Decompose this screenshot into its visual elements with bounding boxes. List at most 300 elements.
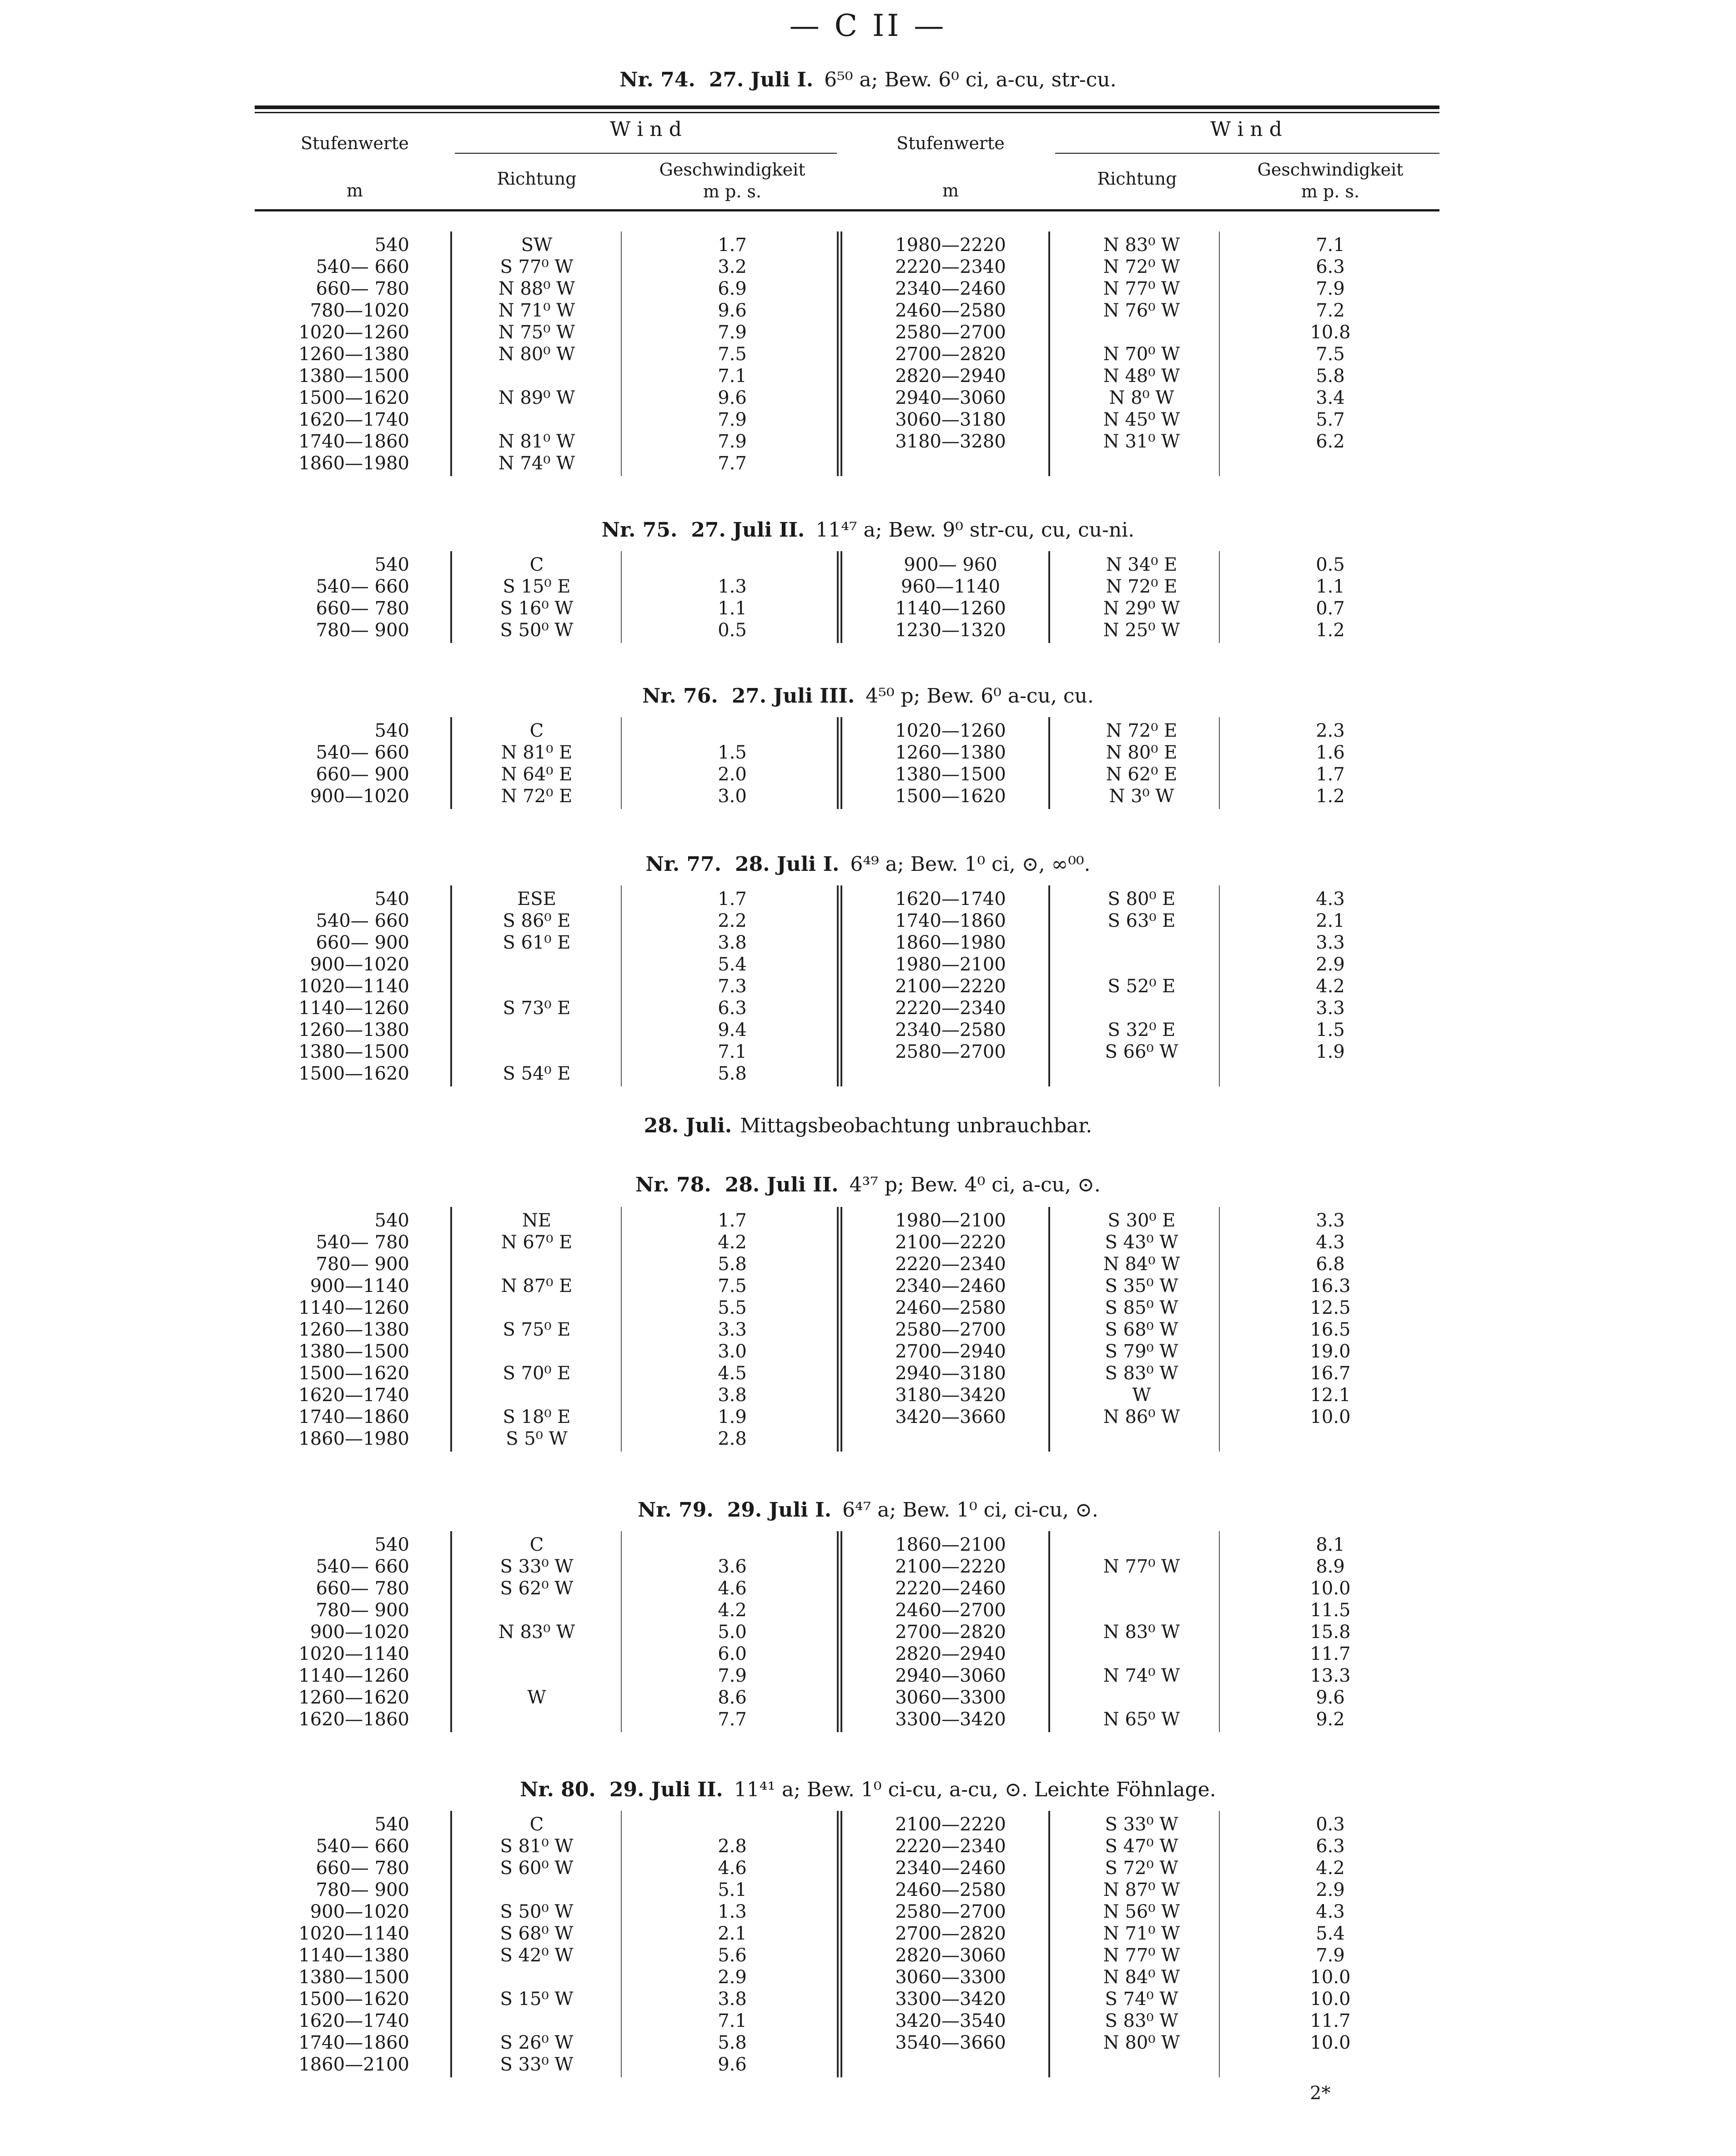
- geschwindigkeit-cell-right: 1.9: [1316, 1041, 1345, 1062]
- geschwindigkeit-cell-right: 12.5: [1310, 1297, 1351, 1318]
- richtung-cell: S 81⁰ W: [500, 1836, 574, 1857]
- stufenwerte-cell: 1260—1620: [298, 1687, 409, 1708]
- richtung-cell: S 50⁰ W: [500, 1901, 574, 1922]
- geschwindigkeit-cell: 3.0: [718, 1341, 747, 1362]
- geschwindigkeit-cell-right: 7.9: [1316, 278, 1345, 299]
- stufenwerte-cell-right: 960—1140: [901, 576, 1001, 597]
- geschwindigkeit-cell-right: 1.6: [1316, 742, 1345, 763]
- block-info: 4³⁷ p; Bew. 4⁰ ci, a-cu, ⊙.: [849, 1173, 1101, 1196]
- geschwindigkeit-cell-right: 5.4: [1316, 1923, 1345, 1944]
- stufenwerte-cell: 900—1020: [310, 954, 409, 975]
- geschwindigkeit-cell-right: 1.2: [1316, 786, 1345, 807]
- block-number: Nr. 80.: [520, 1778, 596, 1801]
- geschwindigkeit-cell: 0.5: [718, 620, 747, 641]
- richtung-cell-right: N 83⁰ W: [1103, 235, 1180, 256]
- geschwindigkeit-cell-right: 8.1: [1316, 1534, 1345, 1555]
- column-line-double: [837, 551, 842, 643]
- column-line-richtung-right: [1048, 551, 1050, 643]
- stufenwerte-cell: 1140—1380: [298, 1945, 409, 1966]
- richtung-cell-right: N 72⁰ E: [1106, 576, 1177, 597]
- geschwindigkeit-cell: 6.3: [718, 998, 747, 1019]
- richtung-cell-right: N 74⁰ W: [1103, 1665, 1180, 1686]
- richtung-cell: ESE: [517, 889, 556, 910]
- geschwindigkeit-cell: 1.1: [718, 598, 747, 619]
- stufenwerte-cell: 1740—1860: [298, 431, 409, 452]
- geschwindigkeit-cell-right: 3.3: [1316, 932, 1345, 953]
- geschwindigkeit-cell-right: 8.9: [1316, 1556, 1345, 1577]
- stufenwerte-cell: 660— 900: [316, 932, 409, 953]
- geschwindigkeit-cell: 7.5: [718, 1276, 747, 1297]
- stufenwerte-cell-right: 2460—2700: [895, 1600, 1006, 1621]
- stufenwerte-cell: 900—1020: [310, 786, 409, 807]
- column-line-geschwindigkeit: [621, 1531, 622, 1732]
- stufenwerte-cell-right: 2940—3060: [895, 1665, 1006, 1686]
- geschwindigkeit-cell: 7.9: [718, 1665, 747, 1686]
- block-date: 27. Juli I.: [709, 68, 814, 91]
- column-line-richtung: [450, 885, 452, 1086]
- geschwindigkeit-cell: 4.6: [718, 1858, 747, 1879]
- stufenwerte-cell-right: 2580—2700: [895, 1041, 1006, 1062]
- geschwindigkeit-cell-right: 2.1: [1316, 910, 1345, 931]
- stufenwerte-cell-right: 2220—2460: [895, 1578, 1006, 1599]
- block-title: [0, 684, 1736, 708]
- richtung-cell: C: [529, 554, 544, 575]
- richtung-cell: S 15⁰ W: [500, 1989, 574, 2010]
- richtung-cell-right: S 66⁰ W: [1105, 1041, 1178, 1062]
- stufenwerte-cell: 780— 900: [316, 1880, 409, 1900]
- block-info: 6⁴⁷ a; Bew. 1⁰ ci, ci-cu, ⊙.: [842, 1498, 1098, 1522]
- stufenwerte-cell: 1260—1380: [298, 344, 409, 365]
- stufenwerte-cell: 540— 660: [316, 576, 409, 597]
- column-line-richtung: [450, 1207, 452, 1452]
- geschwindigkeit-cell: 4.5: [718, 1363, 747, 1384]
- stufenwerte-cell-right: 3300—3420: [895, 1709, 1006, 1730]
- header-m-right: m: [942, 181, 959, 201]
- stufenwerte-cell: 660— 780: [316, 1858, 409, 1879]
- stufenwerte-cell-right: 2700—2940: [895, 1341, 1006, 1362]
- stufenwerte-cell: 540— 780: [316, 1232, 409, 1253]
- richtung-cell-right: N 83⁰ W: [1103, 1622, 1180, 1643]
- stufenwerte-cell-right: 2940—3180: [895, 1363, 1006, 1384]
- stufenwerte-cell-right: 1980—2100: [895, 1210, 1006, 1231]
- stufenwerte-cell-right: 3420—3540: [895, 2010, 1006, 2031]
- stufenwerte-cell-right: 2580—2700: [895, 322, 1006, 343]
- stufenwerte-cell: 780— 900: [316, 1254, 409, 1275]
- column-line-richtung: [450, 1811, 452, 2077]
- stufenwerte-cell-right: 2460—2580: [895, 1297, 1006, 1318]
- richtung-cell-right: N 56⁰ W: [1103, 1901, 1180, 1922]
- stufenwerte-cell-right: 2580—2700: [895, 1319, 1006, 1340]
- geschwindigkeit-cell-right: 0.7: [1316, 598, 1345, 619]
- block-title: [0, 1498, 1736, 1522]
- geschwindigkeit-cell: 2.1: [718, 1923, 747, 1944]
- richtung-cell: N 81⁰ E: [501, 742, 573, 763]
- stufenwerte-cell-right: 1380—1500: [895, 764, 1006, 785]
- stufenwerte-cell: 1500—1620: [298, 387, 409, 408]
- table-header-bottom-rule: [255, 209, 1439, 211]
- stufenwerte-cell-right: 2340—2580: [895, 1020, 1006, 1040]
- column-line-richtung-right: [1048, 717, 1050, 809]
- stufenwerte-cell: 1500—1620: [298, 1363, 409, 1384]
- geschwindigkeit-cell-right: 2.9: [1316, 1880, 1345, 1900]
- stufenwerte-cell-right: 2340—2460: [895, 1276, 1006, 1297]
- geschwindigkeit-cell: 7.5: [718, 344, 747, 365]
- richtung-cell: N 88⁰ W: [498, 278, 575, 299]
- stufenwerte-cell-right: 3060—3300: [895, 1967, 1006, 1988]
- richtung-cell-right: N 8⁰ W: [1109, 387, 1174, 408]
- richtung-cell: N 83⁰ W: [498, 1622, 575, 1643]
- geschwindigkeit-cell: 5.5: [718, 1297, 747, 1318]
- stufenwerte-cell-right: 2700—2820: [895, 1622, 1006, 1643]
- mid-note: [0, 1114, 1736, 1137]
- stufenwerte-cell-right: 1740—1860: [895, 910, 1006, 931]
- geschwindigkeit-cell-right: 10.0: [1310, 1967, 1351, 1988]
- stufenwerte-cell: 540: [374, 1210, 409, 1231]
- richtung-cell: S 68⁰ W: [500, 1923, 574, 1944]
- geschwindigkeit-cell: 5.0: [718, 1622, 747, 1643]
- geschwindigkeit-cell: 1.5: [718, 742, 747, 763]
- stufenwerte-cell-right: 3060—3180: [895, 409, 1006, 430]
- richtung-cell-right: N 70⁰ W: [1103, 344, 1180, 365]
- stufenwerte-cell-right: 3420—3660: [895, 1407, 1006, 1427]
- geschwindigkeit-cell: 1.7: [718, 1210, 747, 1231]
- stufenwerte-cell-right: 2340—2460: [895, 278, 1006, 299]
- geschwindigkeit-cell-right: 10.0: [1310, 1407, 1351, 1427]
- column-line-richtung-right: [1048, 1207, 1050, 1452]
- richtung-cell-right: S 33⁰ W: [1105, 1814, 1178, 1835]
- richtung-cell-right: N 80⁰ E: [1106, 742, 1177, 763]
- richtung-cell: S 77⁰ W: [500, 256, 574, 277]
- block-number: Nr. 78.: [635, 1173, 711, 1196]
- stufenwerte-cell: 540: [374, 1534, 409, 1555]
- header-mps-left: m p. s.: [703, 181, 762, 201]
- column-line-geschwindigkeit: [621, 885, 622, 1086]
- geschwindigkeit-cell-right: 9.2: [1316, 1709, 1345, 1730]
- richtung-cell: S 54⁰ E: [503, 1063, 571, 1084]
- block-info: 6⁵⁰ a; Bew. 6⁰ ci, a-cu, str-cu.: [824, 68, 1117, 91]
- stufenwerte-cell: 1740—1860: [298, 1407, 409, 1427]
- geschwindigkeit-cell: 4.2: [718, 1600, 747, 1621]
- stufenwerte-cell: 780— 900: [316, 620, 409, 641]
- column-line-double: [837, 1207, 842, 1452]
- richtung-cell-right: N 72⁰ W: [1103, 256, 1180, 277]
- geschwindigkeit-cell-right: 19.0: [1310, 1341, 1351, 1362]
- stufenwerte-cell-right: 3180—3280: [895, 431, 1006, 452]
- richtung-cell: S 50⁰ W: [500, 620, 574, 641]
- geschwindigkeit-cell: 7.9: [718, 409, 747, 430]
- geschwindigkeit-cell-right: 10.0: [1310, 1989, 1351, 2010]
- richtung-cell: N 72⁰ E: [501, 786, 573, 807]
- stufenwerte-cell: 540: [374, 720, 409, 741]
- richtung-cell-right: S 79⁰ W: [1105, 1341, 1178, 1362]
- geschwindigkeit-cell: 9.4: [718, 1020, 747, 1040]
- stufenwerte-cell-right: 2100—2220: [895, 1814, 1006, 1835]
- stufenwerte-cell: 900—1020: [310, 1622, 409, 1643]
- stufenwerte-cell: 540— 660: [316, 256, 409, 277]
- geschwindigkeit-cell-right: 2.3: [1316, 720, 1345, 741]
- stufenwerte-cell: 1380—1500: [298, 1341, 409, 1362]
- richtung-cell-right: N 77⁰ W: [1103, 1556, 1180, 1577]
- geschwindigkeit-cell: 3.8: [718, 1385, 747, 1406]
- geschwindigkeit-cell-right: 12.1: [1310, 1385, 1351, 1406]
- geschwindigkeit-cell: 6.0: [718, 1643, 747, 1664]
- stufenwerte-cell: 900—1020: [310, 1901, 409, 1922]
- header-richtung-left: Richtung: [497, 169, 577, 189]
- richtung-cell-right: N 45⁰ W: [1103, 409, 1180, 430]
- geschwindigkeit-cell: 4.6: [718, 1578, 747, 1599]
- stufenwerte-cell-right: 1980—2220: [895, 235, 1006, 256]
- header-wind-underline-right: [1055, 153, 1439, 154]
- stufenwerte-cell: 1860—2100: [298, 2054, 409, 2075]
- richtung-cell: S 60⁰ W: [500, 1858, 574, 1879]
- geschwindigkeit-cell: 1.9: [718, 1407, 747, 1427]
- header-m-left: m: [346, 181, 363, 201]
- geschwindigkeit-cell-right: 1.7: [1316, 764, 1345, 785]
- richtung-cell: S 62⁰ W: [500, 1578, 574, 1599]
- stufenwerte-cell-right: 2460—2580: [895, 1880, 1006, 1900]
- richtung-cell-right: S 35⁰ W: [1105, 1276, 1178, 1297]
- stufenwerte-cell: 1140—1260: [298, 1665, 409, 1686]
- stufenwerte-cell: 1380—1500: [298, 1967, 409, 1988]
- richtung-cell: N 87⁰ E: [501, 1276, 573, 1297]
- column-line-geschwindigkeit: [621, 717, 622, 809]
- block-info: 4⁵⁰ p; Bew. 6⁰ a-cu, cu.: [865, 684, 1094, 708]
- richtung-cell: S 73⁰ E: [503, 998, 571, 1019]
- block-info: 11⁴⁷ a; Bew. 9⁰ str-cu, cu, cu-ni.: [815, 518, 1135, 542]
- geschwindigkeit-cell-right: 9.6: [1316, 1687, 1345, 1708]
- richtung-cell: S 33⁰ W: [500, 2054, 574, 2075]
- page-header: — C II —: [789, 8, 947, 43]
- richtung-cell: SW: [521, 235, 553, 256]
- richtung-cell-right: S 85⁰ W: [1105, 1297, 1178, 1318]
- column-line-richtung-right: [1048, 1531, 1050, 1732]
- table-top-rule-thin: [255, 112, 1439, 113]
- geschwindigkeit-cell-right: 3.3: [1316, 998, 1345, 1019]
- geschwindigkeit-cell: 1.7: [718, 889, 747, 910]
- header-richtung-right: Richtung: [1097, 169, 1177, 189]
- stufenwerte-cell: 1020—1260: [298, 322, 409, 343]
- stufenwerte-cell: 1860—1980: [298, 1428, 409, 1449]
- geschwindigkeit-cell-right: 1.2: [1316, 620, 1345, 641]
- geschwindigkeit-cell: 5.1: [718, 1880, 747, 1900]
- richtung-cell-right: S 83⁰ W: [1105, 1363, 1178, 1384]
- column-line-geschwindigkeit: [621, 1811, 622, 2077]
- richtung-cell: S 26⁰ W: [500, 2032, 574, 2053]
- geschwindigkeit-cell-right: 5.7: [1316, 409, 1345, 430]
- block-title: [0, 853, 1736, 876]
- richtung-cell: NE: [522, 1210, 552, 1231]
- stufenwerte-cell: 1500—1620: [298, 1989, 409, 2010]
- geschwindigkeit-cell: 5.8: [718, 1063, 747, 1084]
- stufenwerte-cell: 540: [374, 554, 409, 575]
- stufenwerte-cell-right: 2700—2820: [895, 344, 1006, 365]
- block-title: [0, 1778, 1736, 1801]
- geschwindigkeit-cell-right: 7.1: [1316, 235, 1345, 256]
- richtung-cell-right: N 77⁰ W: [1103, 1945, 1180, 1966]
- block-info: 11⁴¹ a; Bew. 1⁰ ci-cu, a-cu, ⊙. Leichte Föhnlage.: [734, 1778, 1216, 1801]
- geschwindigkeit-cell-right: 5.8: [1316, 366, 1345, 387]
- richtung-cell: S 61⁰ E: [503, 932, 571, 953]
- stufenwerte-cell-right: 2820—2940: [895, 366, 1006, 387]
- geschwindigkeit-cell: 3.8: [718, 1989, 747, 2010]
- geschwindigkeit-cell-right: 4.3: [1316, 1901, 1345, 1922]
- stufenwerte-cell: 1740—1860: [298, 2032, 409, 2053]
- geschwindigkeit-cell: 1.3: [718, 1901, 747, 1922]
- stufenwerte-cell-right: 2940—3060: [895, 387, 1006, 408]
- column-line-double: [837, 717, 842, 809]
- stufenwerte-cell: 540: [374, 1814, 409, 1835]
- geschwindigkeit-cell-right: 10.0: [1310, 2032, 1351, 2053]
- stufenwerte-cell: 900—1140: [310, 1276, 409, 1297]
- stufenwerte-cell-right: 1860—2100: [895, 1534, 1006, 1555]
- column-line-double: [837, 1811, 842, 2077]
- block-number: Nr. 77.: [645, 853, 722, 876]
- richtung-cell-right: N 3⁰ W: [1109, 786, 1174, 807]
- geschwindigkeit-cell: 7.1: [718, 2010, 747, 2031]
- geschwindigkeit-cell: 7.9: [718, 431, 747, 452]
- richtung-cell: N 80⁰ W: [498, 344, 575, 365]
- richtung-cell-right: N 34⁰ E: [1106, 554, 1177, 575]
- stufenwerte-cell: 1620—1740: [298, 1385, 409, 1406]
- geschwindigkeit-cell-right: 10.0: [1310, 1578, 1351, 1599]
- geschwindigkeit-cell-right: 11.5: [1310, 1600, 1351, 1621]
- column-line-richtung: [450, 551, 452, 643]
- geschwindigkeit-cell-right: 11.7: [1310, 1643, 1351, 1664]
- richtung-cell-right: N 48⁰ W: [1103, 366, 1180, 387]
- stufenwerte-cell-right: 1140—1260: [895, 598, 1006, 619]
- stufenwerte-cell-right: 3060—3300: [895, 1687, 1006, 1708]
- richtung-cell: C: [529, 1814, 544, 1835]
- geschwindigkeit-cell-right: 7.9: [1316, 1945, 1345, 1966]
- stufenwerte-cell-right: 2820—2940: [895, 1643, 1006, 1664]
- stufenwerte-cell: 540: [374, 889, 409, 910]
- page-footer: 2*: [1310, 2083, 1331, 2104]
- stufenwerte-cell: 540— 660: [316, 742, 409, 763]
- richtung-cell: S 42⁰ W: [500, 1945, 574, 1966]
- stufenwerte-cell-right: 1860—1980: [895, 932, 1006, 953]
- richtung-cell-right: S 63⁰ E: [1107, 910, 1176, 931]
- richtung-cell-right: N 29⁰ W: [1103, 598, 1180, 619]
- stufenwerte-cell: 1260—1380: [298, 1020, 409, 1040]
- richtung-cell-right: N 77⁰ W: [1103, 278, 1180, 299]
- block-title: [0, 1173, 1736, 1196]
- block-title: [0, 68, 1736, 91]
- richtung-cell: S 75⁰ E: [503, 1319, 571, 1340]
- richtung-cell: S 16⁰ W: [500, 598, 574, 619]
- stufenwerte-cell-right: 2100—2220: [895, 976, 1006, 997]
- block-date: 28. Juli I.: [735, 853, 840, 876]
- geschwindigkeit-cell: 4.2: [718, 1232, 747, 1253]
- richtung-cell: N 89⁰ W: [498, 387, 575, 408]
- richtung-cell-right: S 83⁰ W: [1105, 2010, 1178, 2031]
- geschwindigkeit-cell-right: 0.5: [1316, 554, 1345, 575]
- richtung-cell-right: S 80⁰ E: [1107, 889, 1176, 910]
- richtung-cell: S 86⁰ E: [503, 910, 571, 931]
- richtung-cell-right: N 65⁰ W: [1103, 1709, 1180, 1730]
- column-line-richtung: [450, 717, 452, 809]
- richtung-cell-right: N 84⁰ W: [1103, 1254, 1180, 1275]
- geschwindigkeit-cell: 1.7: [718, 235, 747, 256]
- column-line-double: [837, 885, 842, 1086]
- geschwindigkeit-cell-right: 6.2: [1316, 431, 1345, 452]
- richtung-cell: N 81⁰ W: [498, 431, 575, 452]
- richtung-cell: N 75⁰ W: [498, 322, 575, 343]
- block-info: 6⁴⁹ a; Bew. 1⁰ ci, ⊙, ∞⁰⁰.: [850, 853, 1091, 876]
- geschwindigkeit-cell: 3.3: [718, 1319, 747, 1340]
- richtung-cell-right: S 68⁰ W: [1105, 1319, 1178, 1340]
- geschwindigkeit-cell: 5.8: [718, 2032, 747, 2053]
- geschwindigkeit-cell: 1.3: [718, 576, 747, 597]
- geschwindigkeit-cell-right: 0.3: [1316, 1814, 1345, 1835]
- block-date: 27. Juli III.: [731, 684, 855, 708]
- stufenwerte-cell: 1500—1620: [298, 1063, 409, 1084]
- mid-note-text: Mittagsbeobachtung unbrauchbar.: [740, 1114, 1092, 1137]
- stufenwerte-cell: 660— 780: [316, 1578, 409, 1599]
- stufenwerte-cell-right: 2100—2220: [895, 1556, 1006, 1577]
- geschwindigkeit-cell-right: 11.7: [1310, 2010, 1351, 2031]
- block-number: Nr. 75.: [601, 518, 678, 542]
- geschwindigkeit-cell: 9.6: [718, 387, 747, 408]
- richtung-cell-right: N 71⁰ W: [1103, 1923, 1180, 1944]
- geschwindigkeit-cell: 2.0: [718, 764, 747, 785]
- stufenwerte-cell-right: 3300—3420: [895, 1989, 1006, 2010]
- stufenwerte-cell: 660— 780: [316, 598, 409, 619]
- richtung-cell: S 33⁰ W: [500, 1556, 574, 1577]
- richtung-cell-right: S 74⁰ W: [1105, 1989, 1178, 2010]
- stufenwerte-cell-right: 1230—1320: [895, 620, 1006, 641]
- richtung-cell: N 74⁰ W: [498, 453, 575, 474]
- richtung-cell: N 71⁰ W: [498, 300, 575, 321]
- geschwindigkeit-cell-right: 15.8: [1310, 1622, 1351, 1643]
- stufenwerte-cell: 1140—1260: [298, 998, 409, 1019]
- geschwindigkeit-cell: 2.2: [718, 910, 747, 931]
- stufenwerte-cell: 1020—1140: [298, 1643, 409, 1664]
- richtung-cell: C: [529, 1534, 544, 1555]
- richtung-cell-right: N 87⁰ W: [1103, 1880, 1180, 1900]
- geschwindigkeit-cell: 2.8: [718, 1428, 747, 1449]
- geschwindigkeit-cell: 3.6: [718, 1556, 747, 1577]
- column-line-richtung-right: [1048, 885, 1050, 1086]
- geschwindigkeit-cell-right: 13.3: [1310, 1665, 1351, 1686]
- richtung-cell-right: S 52⁰ E: [1107, 976, 1176, 997]
- geschwindigkeit-cell-right: 6.3: [1316, 256, 1345, 277]
- header-wind-underline-left: [455, 153, 837, 154]
- table-top-rule: [255, 106, 1439, 109]
- geschwindigkeit-cell-right: 16.3: [1310, 1276, 1351, 1297]
- mid-note-date: 28. Juli.: [644, 1114, 732, 1137]
- richtung-cell-right: N 31⁰ W: [1103, 431, 1180, 452]
- geschwindigkeit-cell-right: 6.8: [1316, 1254, 1345, 1275]
- stufenwerte-cell: 1620—1740: [298, 409, 409, 430]
- column-line-double: [837, 1531, 842, 1732]
- block-date: 29. Juli II.: [609, 1778, 723, 1801]
- column-line-richtung: [450, 1531, 452, 1732]
- stufenwerte-cell: 1020—1140: [298, 976, 409, 997]
- stufenwerte-cell-right: 1980—2100: [895, 954, 1006, 975]
- column-line-geschwindigkeit: [621, 1207, 622, 1452]
- richtung-cell-right: N 76⁰ W: [1103, 300, 1180, 321]
- geschwindigkeit-cell: 9.6: [718, 300, 747, 321]
- stufenwerte-cell: 540— 660: [316, 1836, 409, 1857]
- stufenwerte-cell: 660— 780: [316, 278, 409, 299]
- geschwindigkeit-cell: 7.7: [718, 1709, 747, 1730]
- richtung-cell-right: N 84⁰ W: [1103, 1967, 1180, 1988]
- header-stufenwerte-left: Stufenwerte: [301, 133, 409, 153]
- header-mps-right: m p. s.: [1301, 181, 1360, 201]
- richtung-cell-right: S 47⁰ W: [1105, 1836, 1178, 1857]
- geschwindigkeit-cell-right: 6.3: [1316, 1836, 1345, 1857]
- stufenwerte-cell-right: 900— 960: [904, 554, 997, 575]
